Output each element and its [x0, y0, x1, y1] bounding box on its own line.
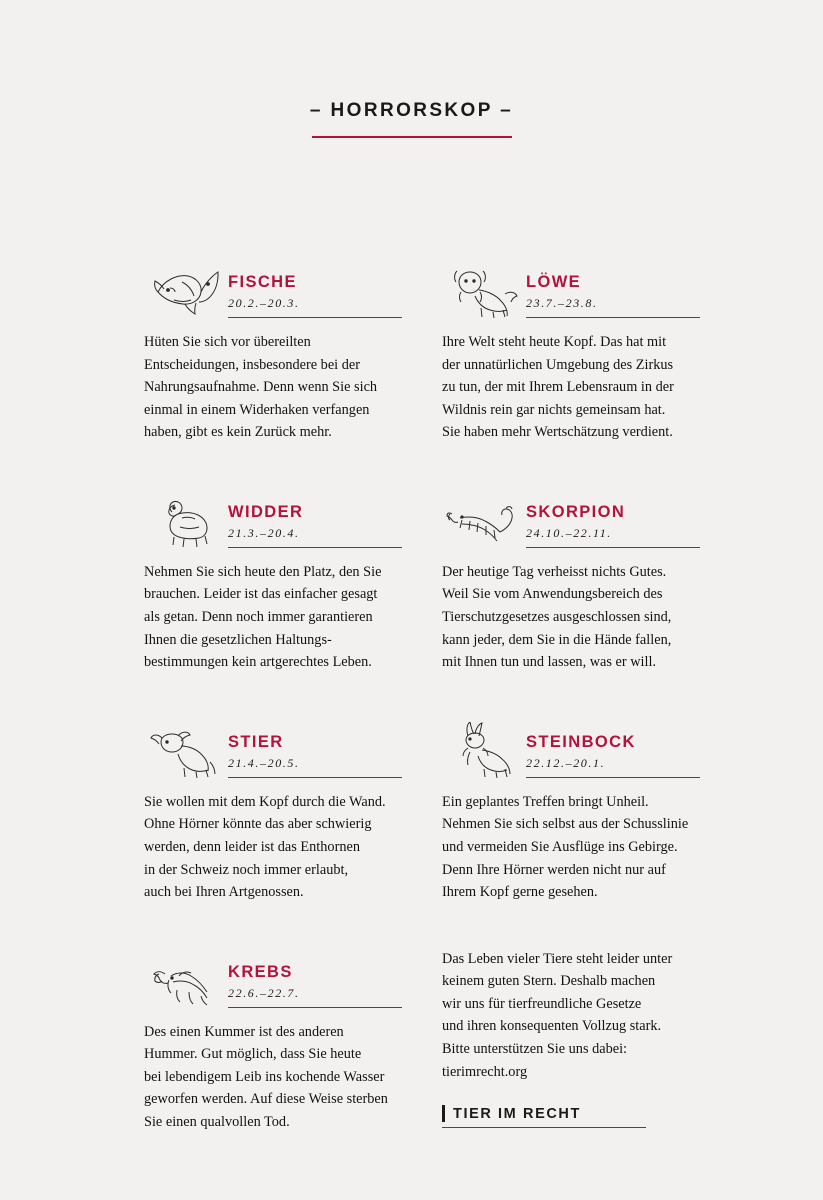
sign-text — [442, 331, 700, 444]
sign-dates: 24.10.–22.11. — [526, 526, 700, 548]
sign-text — [144, 331, 402, 444]
footer-text-line: Bitte unterstützen Sie uns dabei: — [442, 1040, 628, 1057]
sign-text-line: Ohne Hörner könnte das aber schwierig — [144, 816, 372, 833]
footer-text-line: wir uns für tierfreundliche Gesetze — [442, 995, 642, 1012]
sign-text — [442, 791, 700, 904]
sign-title-block — [526, 273, 700, 320]
horoscope-entry-fische — [144, 258, 402, 444]
sign-text-line: geworfen werden. Auf diese Weise sterben — [144, 1091, 388, 1108]
footer-text-line: keinem guten Stern. Deshalb machen — [442, 973, 656, 990]
column-right — [442, 258, 700, 1178]
bull-taurus-icon — [144, 718, 228, 780]
sign-text-line: Nahrungsaufnahme. Denn wenn Sie sich — [144, 379, 378, 396]
sign-dates: 21.4.–20.5. — [228, 756, 402, 778]
sign-text-line: mit Ihnen tun und lassen, was er will. — [442, 654, 657, 671]
sign-text-line: Tierschutzgesetzes ausgeschlossen sind, — [442, 609, 672, 626]
sign-name: SKORPION — [526, 502, 626, 521]
goat-capricorn-icon — [442, 718, 526, 780]
sign-text-line: bestimmungen kein artgerechtes Leben. — [144, 654, 372, 671]
sign-text-line: Ein geplantes Treffen bringt Unheil. — [442, 793, 649, 810]
sign-dates: 21.3.–20.4. — [228, 526, 402, 548]
sign-text-line: Der heutige Tag verheisst nichts Gutes. — [442, 563, 667, 580]
horoscope-entry-stier — [144, 718, 402, 904]
sign-dates: 22.12.–20.1. — [526, 756, 700, 778]
footer-text-line: Das Leben vieler Tiere steht leider unter — [442, 950, 673, 967]
sign-text-line: Weil Sie vom Anwendungsbereich des — [442, 586, 663, 603]
footer-text — [442, 948, 700, 1083]
sign-text-line: Sie wollen mit dem Kopf durch die Wand. — [144, 793, 386, 810]
horoscope-entry-steinbock — [442, 718, 700, 904]
sign-text-line: Nehmen Sie sich heute den Platz, den Sie — [144, 563, 382, 580]
horoscope-columns — [144, 258, 700, 1178]
sign-name: KREBS — [228, 962, 293, 981]
sign-text-line: und vermeiden Sie Ausflüge ins Gebirge. — [442, 838, 678, 855]
ram-aries-icon — [144, 488, 228, 550]
sign-text-line: als getan. Denn noch immer garantieren — [144, 609, 373, 626]
sign-text — [144, 561, 402, 674]
sign-title-block — [228, 503, 402, 550]
sign-title-block — [228, 273, 402, 320]
sign-text-line: werden, denn leider ist das Enthornen — [144, 838, 360, 855]
sign-name: FISCHE — [228, 272, 297, 291]
page-header — [0, 100, 823, 138]
horoscope-entry-skorpion — [442, 488, 700, 674]
sign-text-line: Denn Ihre Hörner werden nicht nur auf — [442, 861, 666, 878]
sign-header — [442, 488, 700, 550]
lion-leo-icon — [442, 258, 526, 320]
organization-logo — [442, 1105, 700, 1128]
sign-text-line: einmal in einem Widerhaken verfangen — [144, 401, 370, 418]
sign-text-line: Des einen Kummer ist des anderen — [144, 1023, 344, 1040]
footer-text-line: und ihren konsequenten Vollzug stark. — [442, 1018, 662, 1035]
sign-header — [442, 718, 700, 780]
sign-header — [144, 488, 402, 550]
sign-name: WIDDER — [228, 502, 304, 521]
sign-text-line: Ihnen die gesetzlichen Haltungs- — [144, 631, 332, 648]
sign-text-line: Wildnis rein gar nichts gemeinsam hat. — [442, 401, 666, 418]
logo-mark — [442, 1105, 445, 1122]
sign-text — [442, 561, 700, 674]
sign-text-line: Sie haben mehr Wertschätzung verdient. — [442, 424, 673, 441]
sign-text-line: der unnatürlichen Umgebung des Zirkus — [442, 356, 674, 373]
sign-dates: 22.6.–22.7. — [228, 986, 402, 1008]
fish-pisces-icon — [144, 258, 228, 320]
sign-header — [144, 948, 402, 1010]
sign-dates: 23.7.–23.8. — [526, 296, 700, 318]
sign-header — [144, 258, 402, 320]
sign-text-line: Hüten Sie sich vor übereilten — [144, 334, 311, 350]
sign-name: STEINBOCK — [526, 732, 636, 751]
sign-text — [144, 1021, 402, 1134]
sign-text-line: Entscheidungen, insbesondere bei der — [144, 356, 360, 373]
sign-text-line: Hummer. Gut möglich, dass Sie heute — [144, 1046, 362, 1063]
sign-name: LÖWE — [526, 272, 582, 291]
sign-text-line: haben, gibt es kein Zurück mehr. — [144, 424, 332, 441]
horoscope-entry-krebs — [144, 948, 402, 1134]
logo-row — [442, 1105, 646, 1122]
sign-text-line: bei lebendigem Leib ins kochende Wasser — [144, 1068, 385, 1085]
footer-website-link[interactable]: tierimrecht.org — [442, 1063, 528, 1080]
sign-text-line: Ihrem Kopf gerne gesehen. — [442, 884, 598, 901]
sign-text-line: zu tun, der mit Ihrem Lebensraum in der — [442, 379, 674, 396]
column-left — [144, 258, 402, 1178]
sign-text-line: kann jeder, dem Sie in die Hände fallen, — [442, 631, 672, 648]
sign-text — [144, 791, 402, 904]
logo-text: TIER IM RECHT — [453, 1105, 581, 1122]
sign-text-line: auch bei Ihren Artgenossen. — [144, 884, 304, 901]
sign-text-line: Nehmen Sie sich selbst aus der Schusslinie — [442, 816, 689, 833]
sign-title-block — [228, 963, 402, 1010]
sign-text-line: in der Schweiz noch immer erlaubt, — [144, 861, 349, 878]
footer-note — [442, 948, 700, 1128]
sign-text-line: brauchen. Leider ist das einfacher gesagt — [144, 586, 378, 603]
lobster-cancer-icon — [144, 948, 228, 1010]
horoscope-entry-loewe — [442, 258, 700, 444]
title-underline — [312, 136, 512, 138]
sign-text-line: Ihre Welt steht heute Kopf. Das hat mit — [442, 334, 667, 350]
sign-name: STIER — [228, 732, 284, 751]
sign-text-line: Sie einen qualvollen Tod. — [144, 1113, 290, 1130]
sign-title-block — [228, 733, 402, 780]
sign-header — [144, 718, 402, 780]
page-title: – HORRORSKOP – — [309, 100, 514, 121]
scorpion-scorpio-icon — [442, 488, 526, 550]
sign-title-block — [526, 733, 700, 780]
sign-header — [442, 258, 700, 320]
sign-dates: 20.2.–20.3. — [228, 296, 402, 318]
horoscope-entry-widder — [144, 488, 402, 674]
logo-underline — [442, 1127, 646, 1128]
sign-title-block — [526, 503, 700, 550]
